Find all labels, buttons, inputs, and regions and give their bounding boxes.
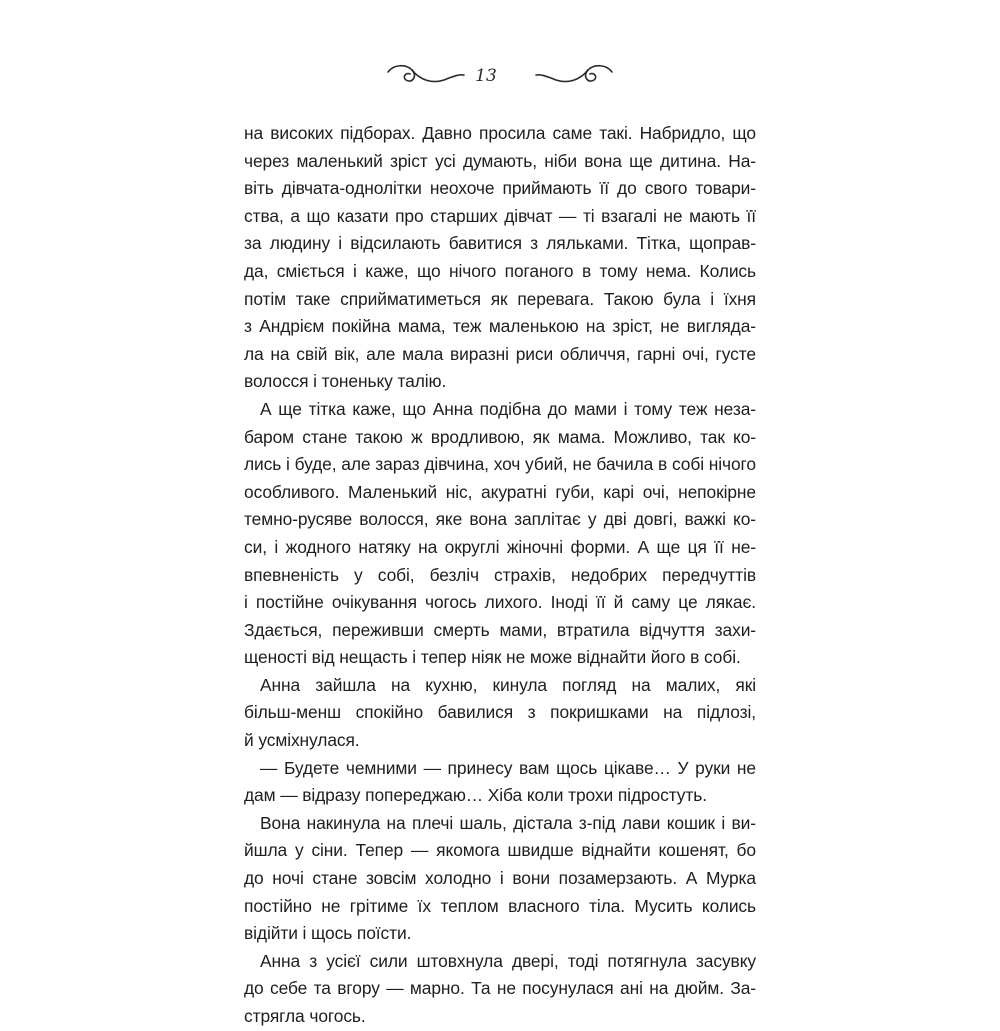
paragraph-3 xyxy=(244,672,756,755)
text-line: і постійне очікування чогось лихого. Іноді її й саму це лякає. xyxy=(244,592,756,613)
text-line: волосся і тоненьку талію. xyxy=(244,371,447,392)
text-line: ства, а що казати про старших дівчат — ті взагалі не мають її xyxy=(244,205,756,226)
text-line: Анна зайшла на кухню, кинула погляд на малих, які xyxy=(260,674,756,695)
text-line: стрягла чогось. xyxy=(244,1006,366,1026)
text-line: більш-менш спокійно бавилися з покришками на підлозі, xyxy=(244,702,756,723)
text-line: Здається, переживши смерть мами, втратила відчуття захи- xyxy=(244,619,756,640)
paragraph-1 xyxy=(244,120,756,396)
page-number: 13 xyxy=(475,66,497,86)
text-line: через маленький зріст усі думають, ніби вона ще дитина. На- xyxy=(244,150,756,171)
paragraph-6 xyxy=(244,948,756,1031)
text-line: потім таке сприйматиметься як перевага. Такою була і їхня xyxy=(244,288,756,309)
text-line: темно-русяве волосся, яке вона заплітає у дві довгі, важкі ко- xyxy=(244,509,756,530)
swirl-ornament-right-icon xyxy=(514,58,614,94)
text-line: дам — відразу попереджаю… Хіба коли трохи підростуть. xyxy=(244,785,707,806)
text-line: си, і жодного натяку на округлі жіночні форми. А ще ця її не- xyxy=(244,536,756,557)
text-line: постійно не грітиме їх теплом власного тіла. Мусить колись xyxy=(244,895,756,916)
text-line: відійти і щось поїсти. xyxy=(244,923,412,944)
page-header xyxy=(0,58,1000,98)
text-line: на високих підборах. Давно просила саме такі. Набридло, що xyxy=(244,123,756,143)
text-line: Анна з усієї сили штовхнула двері, тоді потягнула засувку xyxy=(260,950,756,971)
text-line: до себе та вгору — марно. Та не посунулася ані на дюйм. За- xyxy=(244,978,756,999)
paragraph-4 xyxy=(244,755,756,810)
text-line: щеності від нещасть і тепер ніяк не може віднайти його в собі. xyxy=(244,647,741,668)
text-line: лись і буде, але зараз дівчина, хоч убий, не бачила в собі нічого xyxy=(244,454,756,475)
paragraph-5 xyxy=(244,810,756,948)
body-text xyxy=(244,120,756,1031)
text-line: йшла у сіни. Тепер — якомога швидше віднайти кошенят, бо xyxy=(244,840,756,861)
text-line: ла на свій вік, але мала виразні риси обличчя, гарні очі, густе xyxy=(244,343,756,364)
text-line: А ще тітка каже, що Анна подібна до мами і тому теж неза- xyxy=(260,398,756,419)
text-line: й усміхнулася. xyxy=(244,730,360,751)
text-line: Вона накинула на плечі шаль, дістала з-під лави кошик і ви- xyxy=(260,812,756,833)
text-line: віть дівчата-однолітки неохоче приймають її до свого товари- xyxy=(244,178,756,199)
paragraph-2 xyxy=(244,396,756,672)
text-line: — Будете чемними — принесу вам щось цікаве… У руки не xyxy=(260,757,756,778)
text-line: до ночі стане зовсім холодно і вони позамерзають. А Мурка xyxy=(244,868,756,889)
text-line: особливого. Маленький ніс, акуратні губи, карі очі, непокірне xyxy=(244,481,756,502)
text-line: впевненість у собі, безліч страхів, недобрих передчуттів xyxy=(244,564,756,585)
text-line: з Андрієм покійна мама, теж маленькою на зріст, не вигляда- xyxy=(244,316,756,337)
text-line: да, сміється і каже, що нічого поганого в тому нема. Колись xyxy=(244,260,756,281)
text-line: за людину і відсилають бавитися з ляльками. Тітка, щоправ- xyxy=(244,233,756,254)
text-line: баром стане такою ж вродливою, як мама. Можливо, так ко- xyxy=(244,426,756,447)
